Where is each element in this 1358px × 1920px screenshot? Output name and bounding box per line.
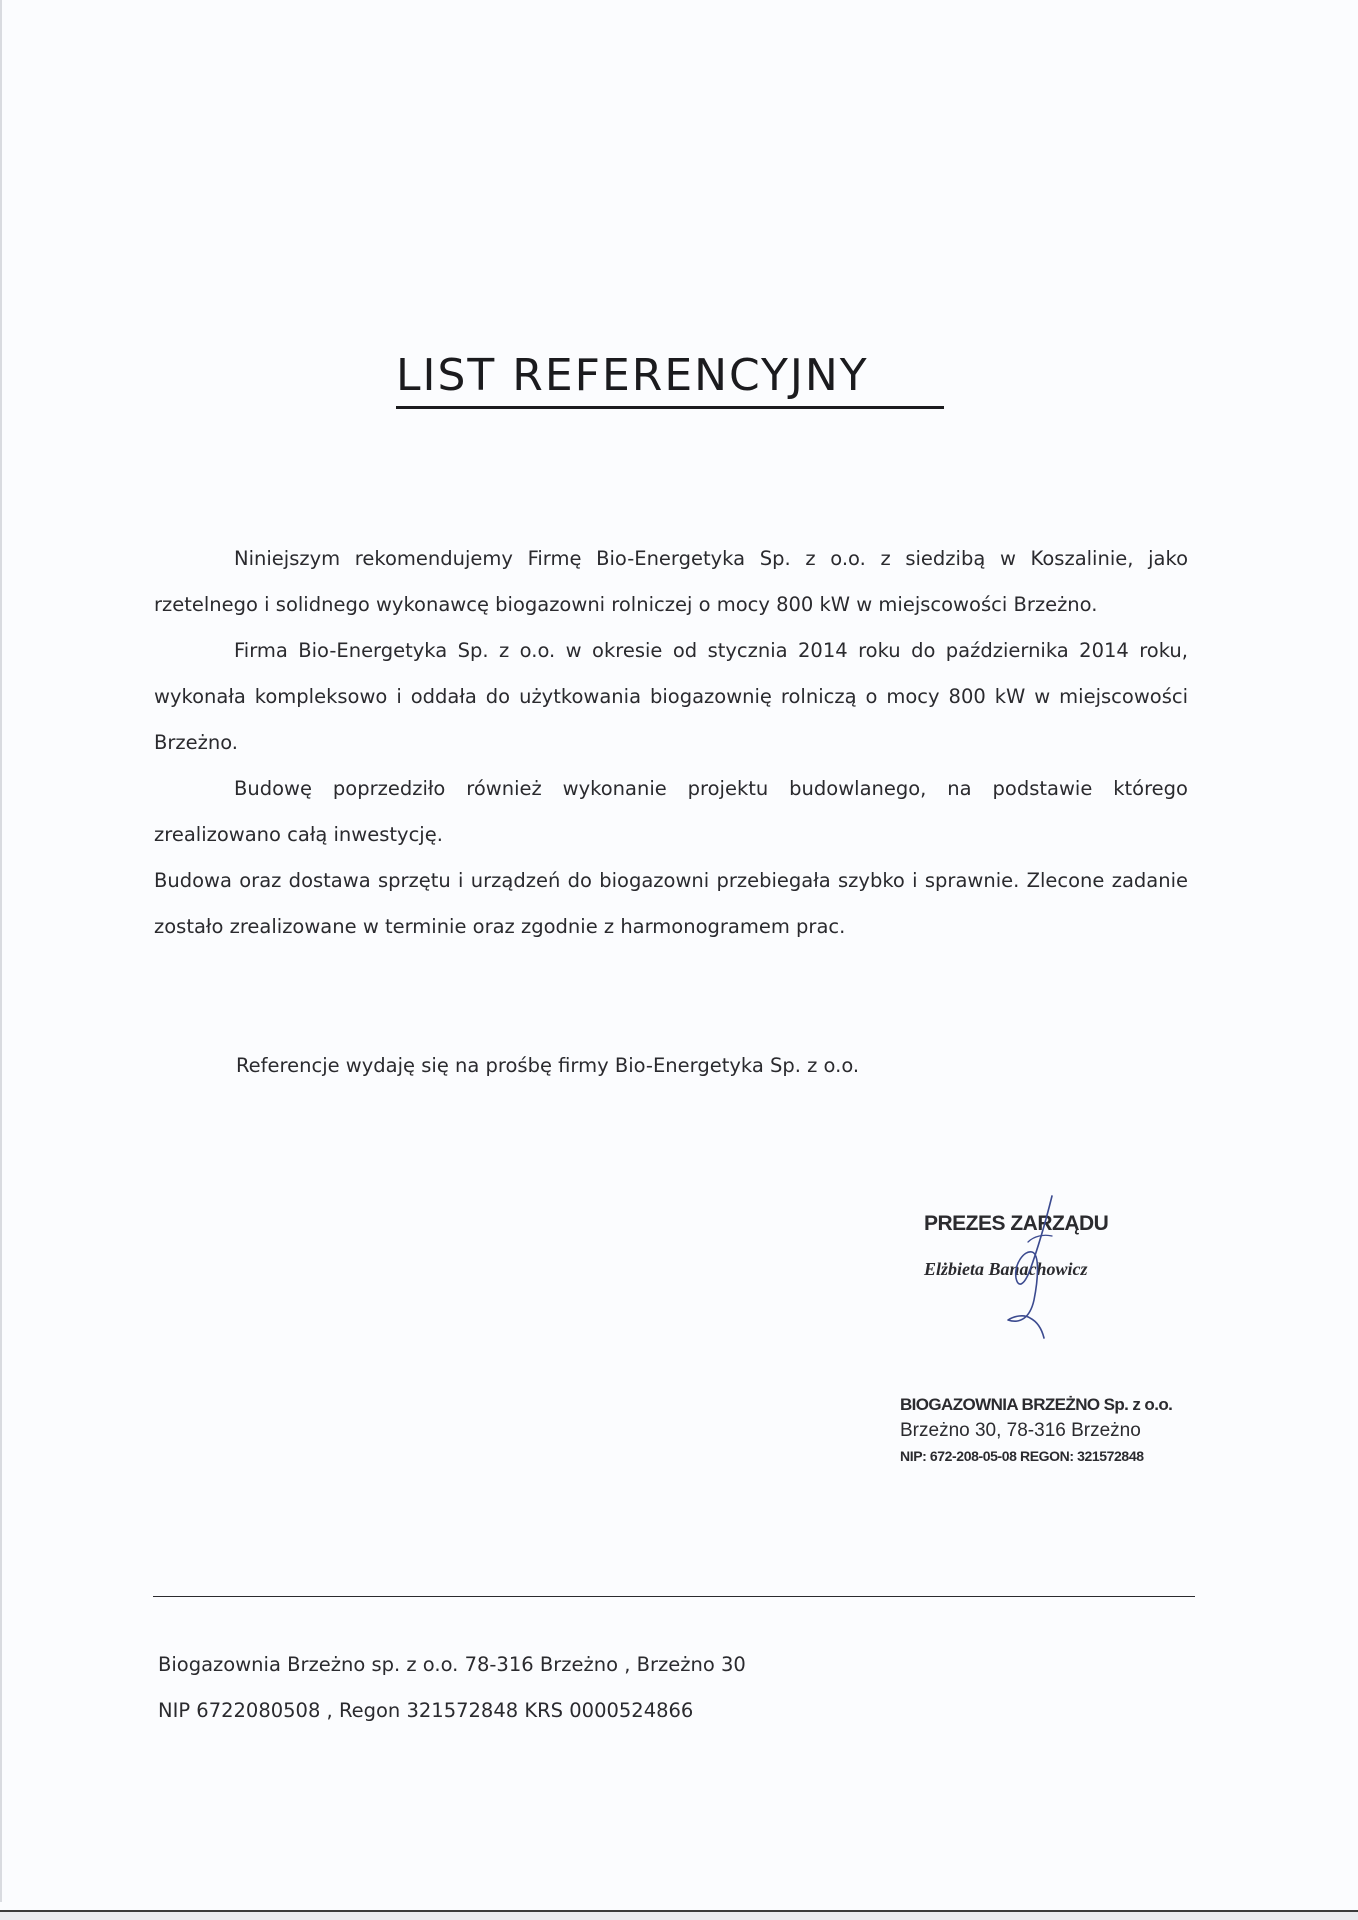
footer-divider [153, 1596, 1195, 1597]
scan-edge-bottom [0, 1902, 1358, 1920]
closing-statement: Referencje wydaję się na prośbę firmy Bio-Energetyka Sp. z o.o. [236, 1054, 860, 1077]
company-stamp-ids: NIP: 672-208-05-08 REGON: 321572848 [900, 1448, 1144, 1464]
title-underline [396, 406, 944, 409]
company-stamp [900, 1392, 1190, 1468]
footer-address: Biogazownia Brzeżno sp. z o.o. 78-316 Brzeżno , Brzeżno 30 [158, 1653, 746, 1676]
paragraph-recommendation: Niniejszym rekomendujemy Firmę Bio-Energetyka Sp. z o.o. z siedzibą w Koszalinie, jako rzetelnego i solidnego wykonawcę biogazowni rolniczej o mocy 800 kW w miejscowości Brzeżno. [154, 547, 1188, 616]
company-stamp-name: BIOGAZOWNIA BRZEŻNO Sp. z o.o. [900, 1395, 1173, 1414]
paragraph-project: Budowę poprzedziło również wykonanie projektu budowlanego, na podstawie którego zrealizowano całą inwestycję. [154, 777, 1188, 846]
scan-edge [0, 0, 2, 1920]
footer-registration: NIP 6722080508 , Regon 321572848 KRS 0000524866 [158, 1699, 694, 1722]
company-stamp-address: Brzeżno 30, 78-316 Brzeżno [900, 1420, 1141, 1441]
footer [158, 1642, 746, 1734]
paragraph-execution: Budowa oraz dostawa sprzętu i urządzeń do biogazowni przebiegała szybko i sprawnie. Zlecone zadanie zostało zrealizowane w terminie oraz zgodnie z harmonogramem prac. [154, 869, 1188, 938]
document-title: LIST REFERENCYJNY [396, 350, 869, 401]
handwritten-signature [968, 1190, 1088, 1340]
document-body [154, 536, 1188, 950]
paragraph-scope: Firma Bio-Energetyka Sp. z o.o. w okresie od stycznia 2014 roku do października 2014 roku, wykonała kompleksowo i oddała do użytkowania biogazownię rolniczą o mocy 800 kW w miejscowości Brzeżno. [154, 639, 1188, 754]
stamp-role: PREZES ZARZĄDU [924, 1212, 1109, 1235]
stamp-name: Elżbieta Banachowicz [924, 1259, 1088, 1279]
